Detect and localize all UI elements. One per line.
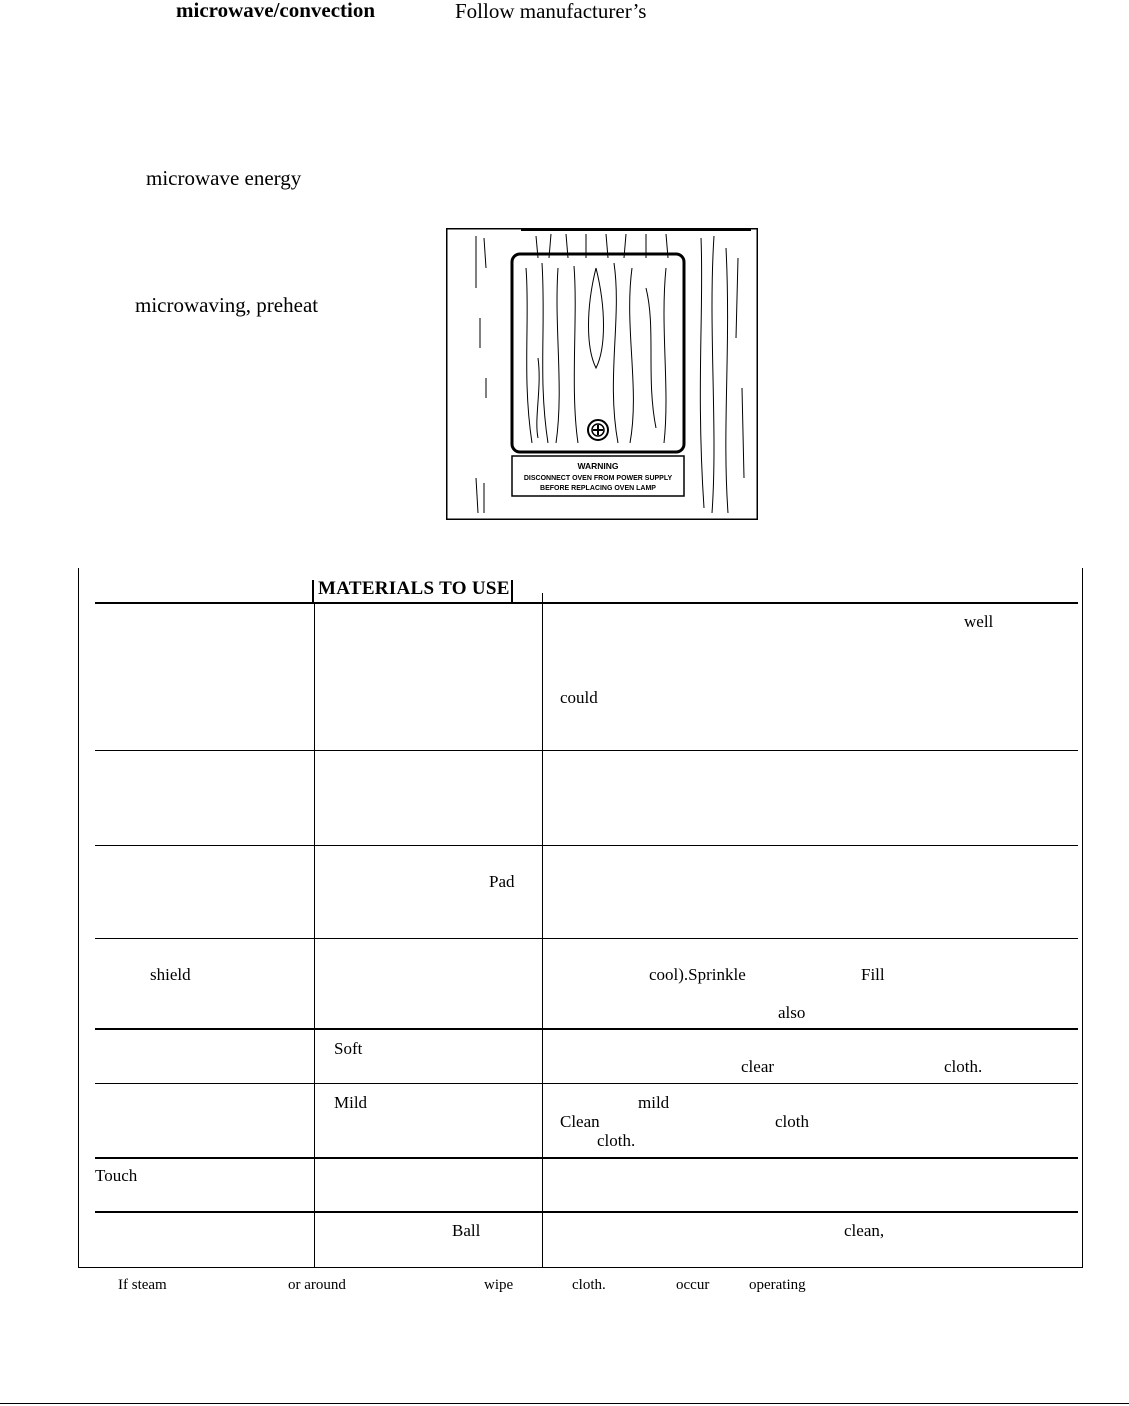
oven-lamp-cover-illustration [446, 228, 758, 520]
warning-line-1: DISCONNECT OVEN FROM POWER SUPPLY [523, 475, 673, 482]
footnote-if-steam: If steam [118, 1277, 167, 1293]
cell-text-ball: Ball [452, 1221, 481, 1240]
cell-text-mild: Mild [334, 1093, 368, 1112]
cell-text-mild-2: mild [638, 1093, 670, 1112]
header-bar-right [511, 580, 513, 602]
cell-text-clean: Clean [560, 1112, 600, 1131]
cell-text-cloth-b: cloth [775, 1112, 809, 1131]
cell-text-clean-2: clean, [844, 1221, 885, 1240]
cell-text-could: could [560, 688, 598, 707]
footnote-occur: occur [676, 1277, 710, 1293]
cell-text-cloth-a: cloth. [944, 1057, 983, 1076]
row-divider-3 [95, 938, 1078, 939]
cell-text-cloth-c: cloth. [597, 1131, 636, 1150]
row-divider-2 [95, 845, 1078, 846]
top-text-microwave-energy: microwave energy [146, 166, 302, 190]
cell-text-clear: clear [741, 1057, 775, 1076]
row-divider-1 [95, 750, 1078, 751]
footnote-cloth: cloth. [572, 1277, 606, 1293]
warning-line-2: BEFORE REPLACING OVEN LAMP [540, 485, 656, 492]
table-right-border [1082, 568, 1083, 1268]
page-bottom-rule [0, 1403, 1129, 1404]
row-divider-5 [95, 1083, 1078, 1084]
column-divider-2 [542, 593, 543, 1268]
cell-text-also: also [778, 1003, 806, 1022]
column-divider-1 [314, 603, 315, 1268]
cell-text-soft: Soft [334, 1039, 363, 1058]
header-bar-left [312, 580, 314, 602]
warning-title: WARNING [577, 461, 619, 471]
row-divider-7 [95, 1211, 1078, 1213]
cell-text-shield: shield [150, 965, 191, 984]
cell-text-well: well [964, 612, 994, 631]
footnote-wipe: wipe [484, 1277, 514, 1293]
footnote-operating: operating [749, 1277, 806, 1293]
cell-text-fill: Fill [861, 965, 885, 984]
row-divider-0 [95, 602, 1078, 604]
row-divider-4 [95, 1028, 1078, 1030]
materials-to-use-header: MATERIALS TO USE [318, 578, 510, 599]
top-text-follow-manufacturer: Follow manufacturer’s [455, 0, 647, 23]
table-left-border [78, 568, 79, 1268]
top-text-microwave-convection: microwave/convection [176, 0, 376, 22]
cell-text-cool-sprinkle: cool).Sprinkle [649, 965, 746, 984]
cell-text-touch: Touch [95, 1166, 138, 1185]
row-divider-6 [95, 1157, 1078, 1159]
table-bottom-border [78, 1267, 1083, 1268]
footnote-or-around: or around [288, 1277, 346, 1293]
top-text-microwaving-preheat: microwaving, preheat [135, 293, 319, 317]
cell-text-pad: Pad [489, 872, 515, 891]
